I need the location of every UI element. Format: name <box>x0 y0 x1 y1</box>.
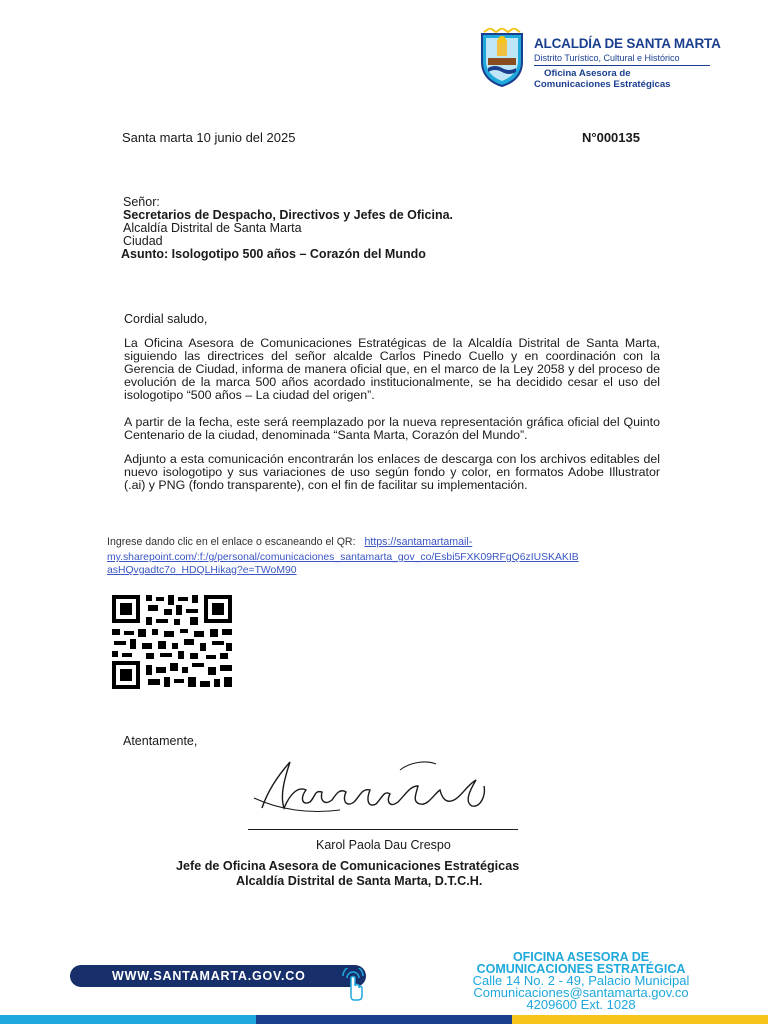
footer-website-bar[interactable] <box>70 965 366 987</box>
header-office-line2: Comunicaciones Estratégicas <box>534 79 671 90</box>
header-org-name: ALCALDÍA DE SANTA MARTA <box>534 36 721 51</box>
letter-number: N°000135 <box>582 130 640 145</box>
santa-marta-crest-icon <box>478 28 526 88</box>
salutation-title: Señor: <box>123 195 160 209</box>
recipient-city: Ciudad <box>123 234 163 248</box>
footer-email[interactable]: Comunicaciones@santamarta.gov.co <box>473 985 689 1000</box>
handwritten-signature <box>250 750 500 830</box>
header-logo <box>478 28 721 90</box>
header-divider <box>534 65 710 66</box>
recipient: Secretarios de Despacho, Directivos y Jefes de Oficina. <box>123 208 454 222</box>
body-paragraph-1: La Oficina Asesora de Comunicaciones Estratégicas de la Alcaldía Distrital de Santa Marta, siguiendo las directrices del señor alcalde Carlos Pinedo Cuello y en coordinación con la Gerencia de Ciudad, informa de manera oficial que, en el marco de la Ley 2058 y del proceso de evolución de la marca 500 años acordado institucionalmente, se ha decidido cesar el uso del isologotipo “500 años – La ciudad del origen”. <box>124 336 660 402</box>
body-paragraph-2: A partir de la fecha, este será reemplazado por la nueva representación gráfica oficial del Quinto Centenario de la ciudad, denominada “Santa Marta, Corazón del Mundo”. <box>124 415 660 442</box>
footer-address: Calle 14 No. 2 - 49, Palacio Municipal <box>472 973 690 988</box>
signer-title: Jefe de Oficina Asesora de Comunicaciones Estratégicas <box>176 859 520 873</box>
qr-code[interactable] <box>110 593 234 691</box>
recipient-org: Alcaldía Distrital de Santa Marta <box>123 221 302 235</box>
signer-org: Alcaldía Distrital de Santa Marta, D.T.C.H. <box>236 874 483 888</box>
body-paragraph-3: Adjunto a esta comunicación encontrarán los enlaces de descarga con los archivos editables del nuevo isologotipo y sus variaciones de uso según fondo y color, en formatos Adobe Illustrator (.ai) y PNG (fondo transparente), con el fin de facilitar su implementación. <box>124 452 660 492</box>
footer-color-stripe <box>0 1015 768 1024</box>
footer-office-line1: OFICINA ASESORA DE <box>512 950 650 964</box>
signer-name: Karol Paola Dau Crespo <box>316 838 451 852</box>
footer-website[interactable]: WWW.SANTAMARTA.GOV.CO <box>112 969 306 983</box>
greeting: Cordial saludo, <box>124 312 208 326</box>
footer-office-line2: COMUNICACIONES ESTRATÉGICA <box>476 962 686 976</box>
subject-line: Asunto: Isologotipo 500 años – Corazón del Mundo <box>121 247 426 261</box>
download-link-part2[interactable]: my.sharepoint.com/:f:/g/personal/comunicaciones_santamarta_gov_co/Esbi5FXK09RFgQ6zIUSKAKIB <box>107 552 579 563</box>
header-office-line1: Oficina Asesora de <box>544 68 631 79</box>
qr-prompt: Ingrese dando clic en el enlace o escaneando el QR: <box>107 536 356 548</box>
place-date: Santa marta 10 junio del 2025 <box>122 130 296 145</box>
download-link-part1[interactable]: https://santamartamail- <box>364 536 473 548</box>
footer-contact-block <box>454 951 708 1011</box>
header-org-subtitle: Distrito Turístico, Cultural e Histórico <box>534 53 680 63</box>
signature-line <box>248 829 518 830</box>
closing: Atentamente, <box>123 734 198 748</box>
pointer-click-icon <box>340 968 366 1002</box>
qr-instructions <box>107 536 707 549</box>
download-link-part3[interactable]: asHQvgadtc7o_HDQLHikag?e=TWoM90 <box>107 565 297 576</box>
footer-phone: 4209600 Ext. 1028 <box>526 997 636 1012</box>
